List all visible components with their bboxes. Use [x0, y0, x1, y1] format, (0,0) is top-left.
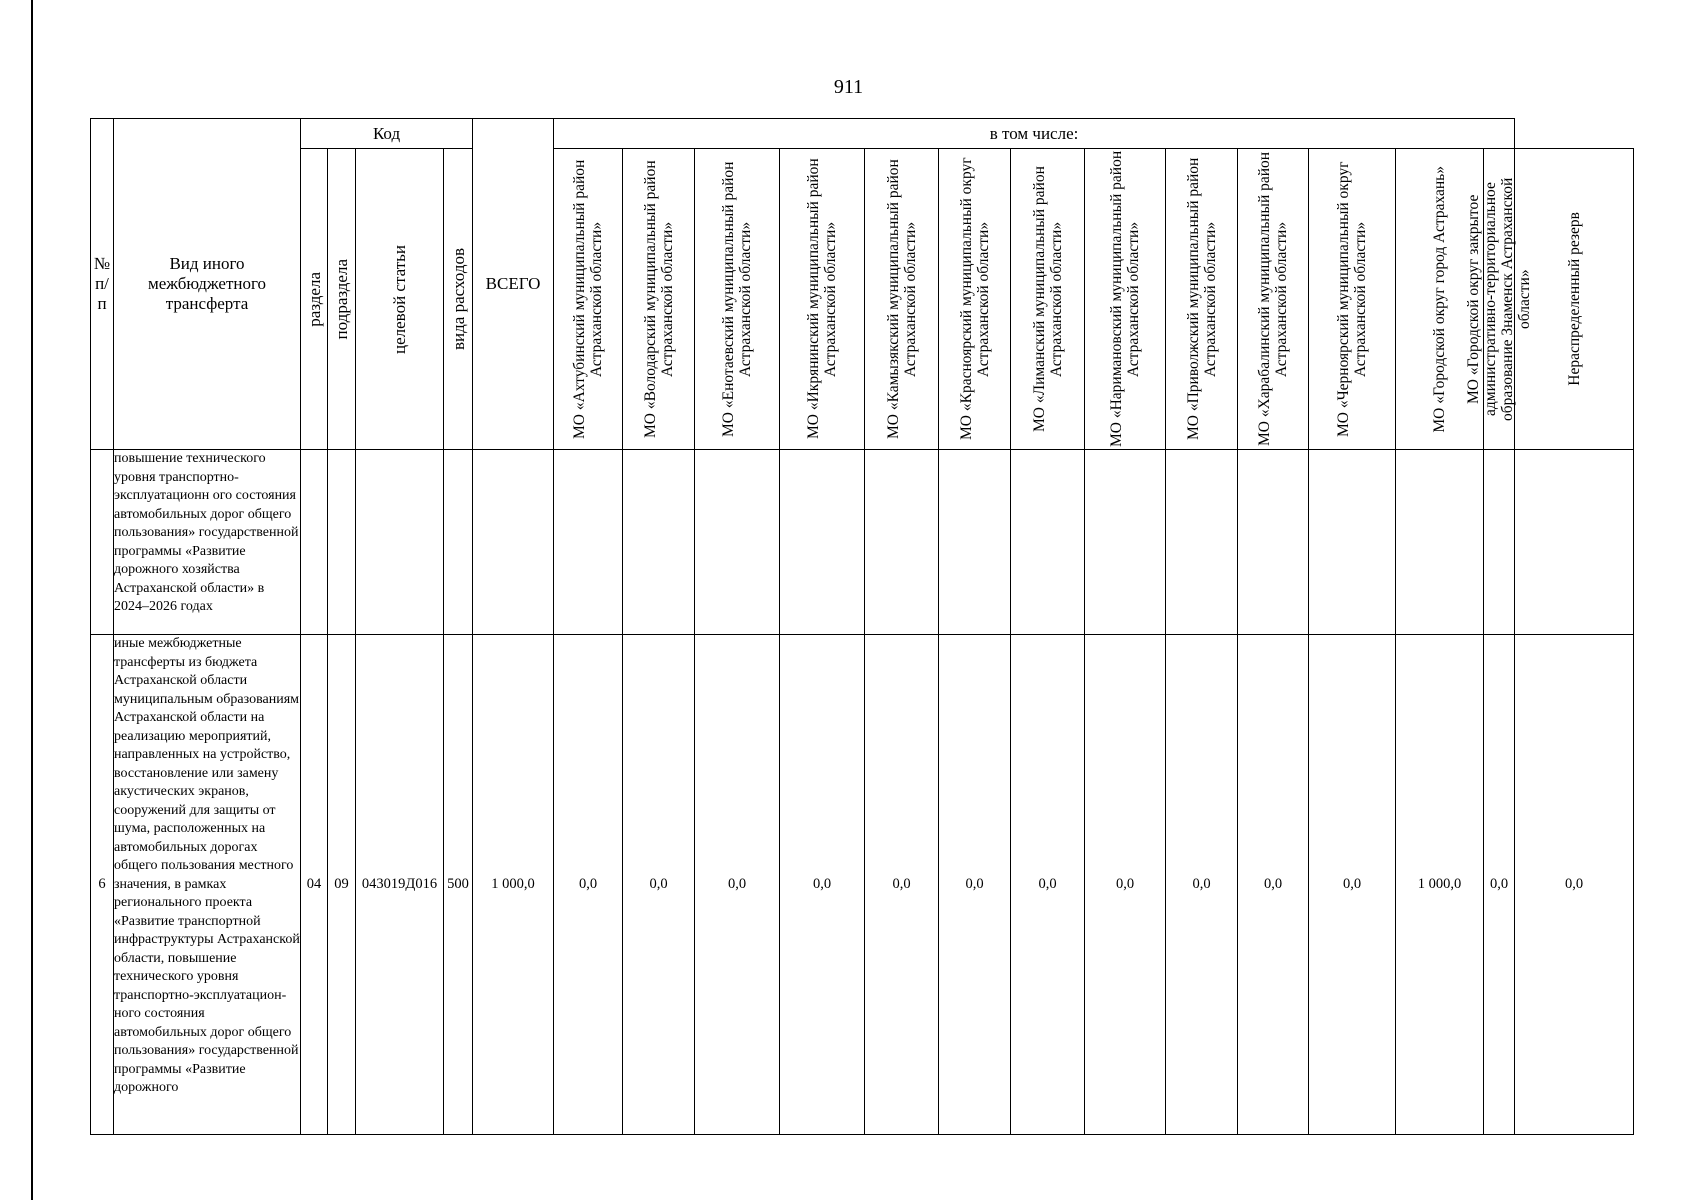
cell-value — [1238, 450, 1309, 635]
cell-expense: 500 — [444, 635, 473, 1135]
cell-value: 0,0 — [1309, 635, 1396, 1135]
header-municipality: МО «Наримановский муниципальный район Астраханской области» — [1085, 149, 1166, 450]
cell-value — [865, 450, 939, 635]
cell-value — [780, 450, 865, 635]
header-municipality: МО «Ахтубинский муниципальный район Астраханской области» — [554, 149, 623, 450]
cell-value — [1484, 450, 1515, 635]
transfers-table — [90, 118, 1634, 1135]
cell-value: 0,0 — [865, 635, 939, 1135]
header-municipality: МО «Городской округ город Астрахань» — [1396, 149, 1484, 450]
header-municipality: МО «Красноярский муниципальный округ Астраханской области» — [939, 149, 1011, 450]
cell-target: 043019Д016 — [356, 635, 444, 1135]
binding-line — [31, 0, 33, 1200]
cell-value — [1085, 450, 1166, 635]
cell-value: 0,0 — [554, 635, 623, 1135]
header-code: Код — [301, 119, 473, 149]
header-total: ВСЕГО — [473, 119, 554, 450]
cell-total: 1 000,0 — [473, 635, 554, 1135]
header-reserve: Нераспределенный резерв — [1515, 149, 1634, 450]
header-municipality: МО «Икрянинский муниципальный район Астраханской области» — [780, 149, 865, 450]
cell-value — [695, 450, 780, 635]
cell-value: 0,0 — [1484, 635, 1515, 1135]
header-code-target: целевой статьи — [356, 149, 444, 450]
cell-value — [623, 450, 695, 635]
header-municipality: МО «Камызякский муниципальный район Астраханской области» — [865, 149, 939, 450]
cell-value — [1309, 450, 1396, 635]
cell-razdel — [301, 450, 328, 635]
cell-value — [1396, 450, 1484, 635]
cell-target — [356, 450, 444, 635]
cell-value: 0,0 — [623, 635, 695, 1135]
header-municipality: МО «Володарский муниципальный район Астраханской области» — [623, 149, 695, 450]
header-code-razdel: раздела — [301, 149, 328, 450]
cell-value: 0,0 — [1238, 635, 1309, 1135]
cell-value: 0,0 — [1166, 635, 1238, 1135]
header-code-podrazdel: подраздела — [328, 149, 356, 450]
cell-expense — [444, 450, 473, 635]
cell-podrazdel: 09 — [328, 635, 356, 1135]
header-municipality: МО «Лиманский муниципальный район Астраханской области» — [1011, 149, 1085, 450]
header-code-expense: вида расходов — [444, 149, 473, 450]
header-including: в том числе: — [554, 119, 1515, 149]
cell-value — [939, 450, 1011, 635]
cell-value — [1166, 450, 1238, 635]
table-row — [91, 450, 1634, 635]
header-municipality: МО «Харабалинский муниципальный район Астраханской области» — [1238, 149, 1309, 450]
table-row — [91, 635, 1634, 1135]
cell-value: 0,0 — [780, 635, 865, 1135]
cell-value — [1011, 450, 1085, 635]
header-municipality: МО «Енотаевский муниципальный район Астраханской области» — [695, 149, 780, 450]
page-number: 911 — [833, 76, 864, 98]
cell-value — [1515, 450, 1634, 635]
cell-value: 1 000,0 — [1396, 635, 1484, 1135]
cell-value: 0,0 — [695, 635, 780, 1135]
header-transfer-type: Вид иного межбюджетного трансферта — [114, 119, 301, 450]
cell-description: повышение технического уровня транспортно-эксплуатационн ого состояния автомобильных дорог общего пользования» государственной программы «Развитие дорожного хозяйства Астраханской области» в 2024–2026 годах — [114, 450, 301, 635]
cell-podrazdel — [328, 450, 356, 635]
header-municipality: МО «Черноярский муниципальный округ Астраханской области» — [1309, 149, 1396, 450]
cell-value: 0,0 — [939, 635, 1011, 1135]
cell-value: 0,0 — [1085, 635, 1166, 1135]
cell-description: иные межбюджетные трансферты из бюджета Астраханской области муниципальным образованиям Астраханской области на реализацию мероприятий, направленных на устройство, восстановление или замену акустических экранов, сооружений для защиты от шума, расположенных на автомобильных дорогах общего пользования местного значения, в рамках регионального проекта «Развитие транспортной инфраструктуры Астраханской области, повышение технического уровня транспортно-эксплуатацион-ного состояния автомобильных дорог общего пользования» государственной программы «Развитие дорожного — [114, 635, 301, 1135]
cell-num: 6 — [91, 635, 114, 1135]
header-row-num: № п/п — [91, 119, 114, 450]
cell-razdel: 04 — [301, 635, 328, 1135]
cell-value: 0,0 — [1515, 635, 1634, 1135]
cell-num — [91, 450, 114, 635]
cell-total — [473, 450, 554, 635]
cell-value: 0,0 — [1011, 635, 1085, 1135]
header-municipality: МО «Приволжский муниципальный район Астраханской области» — [1166, 149, 1238, 450]
header-municipality: МО «Городской округ закрытое административно-территориальное образование Знаменск Астраханской области» — [1484, 149, 1515, 450]
cell-value — [554, 450, 623, 635]
